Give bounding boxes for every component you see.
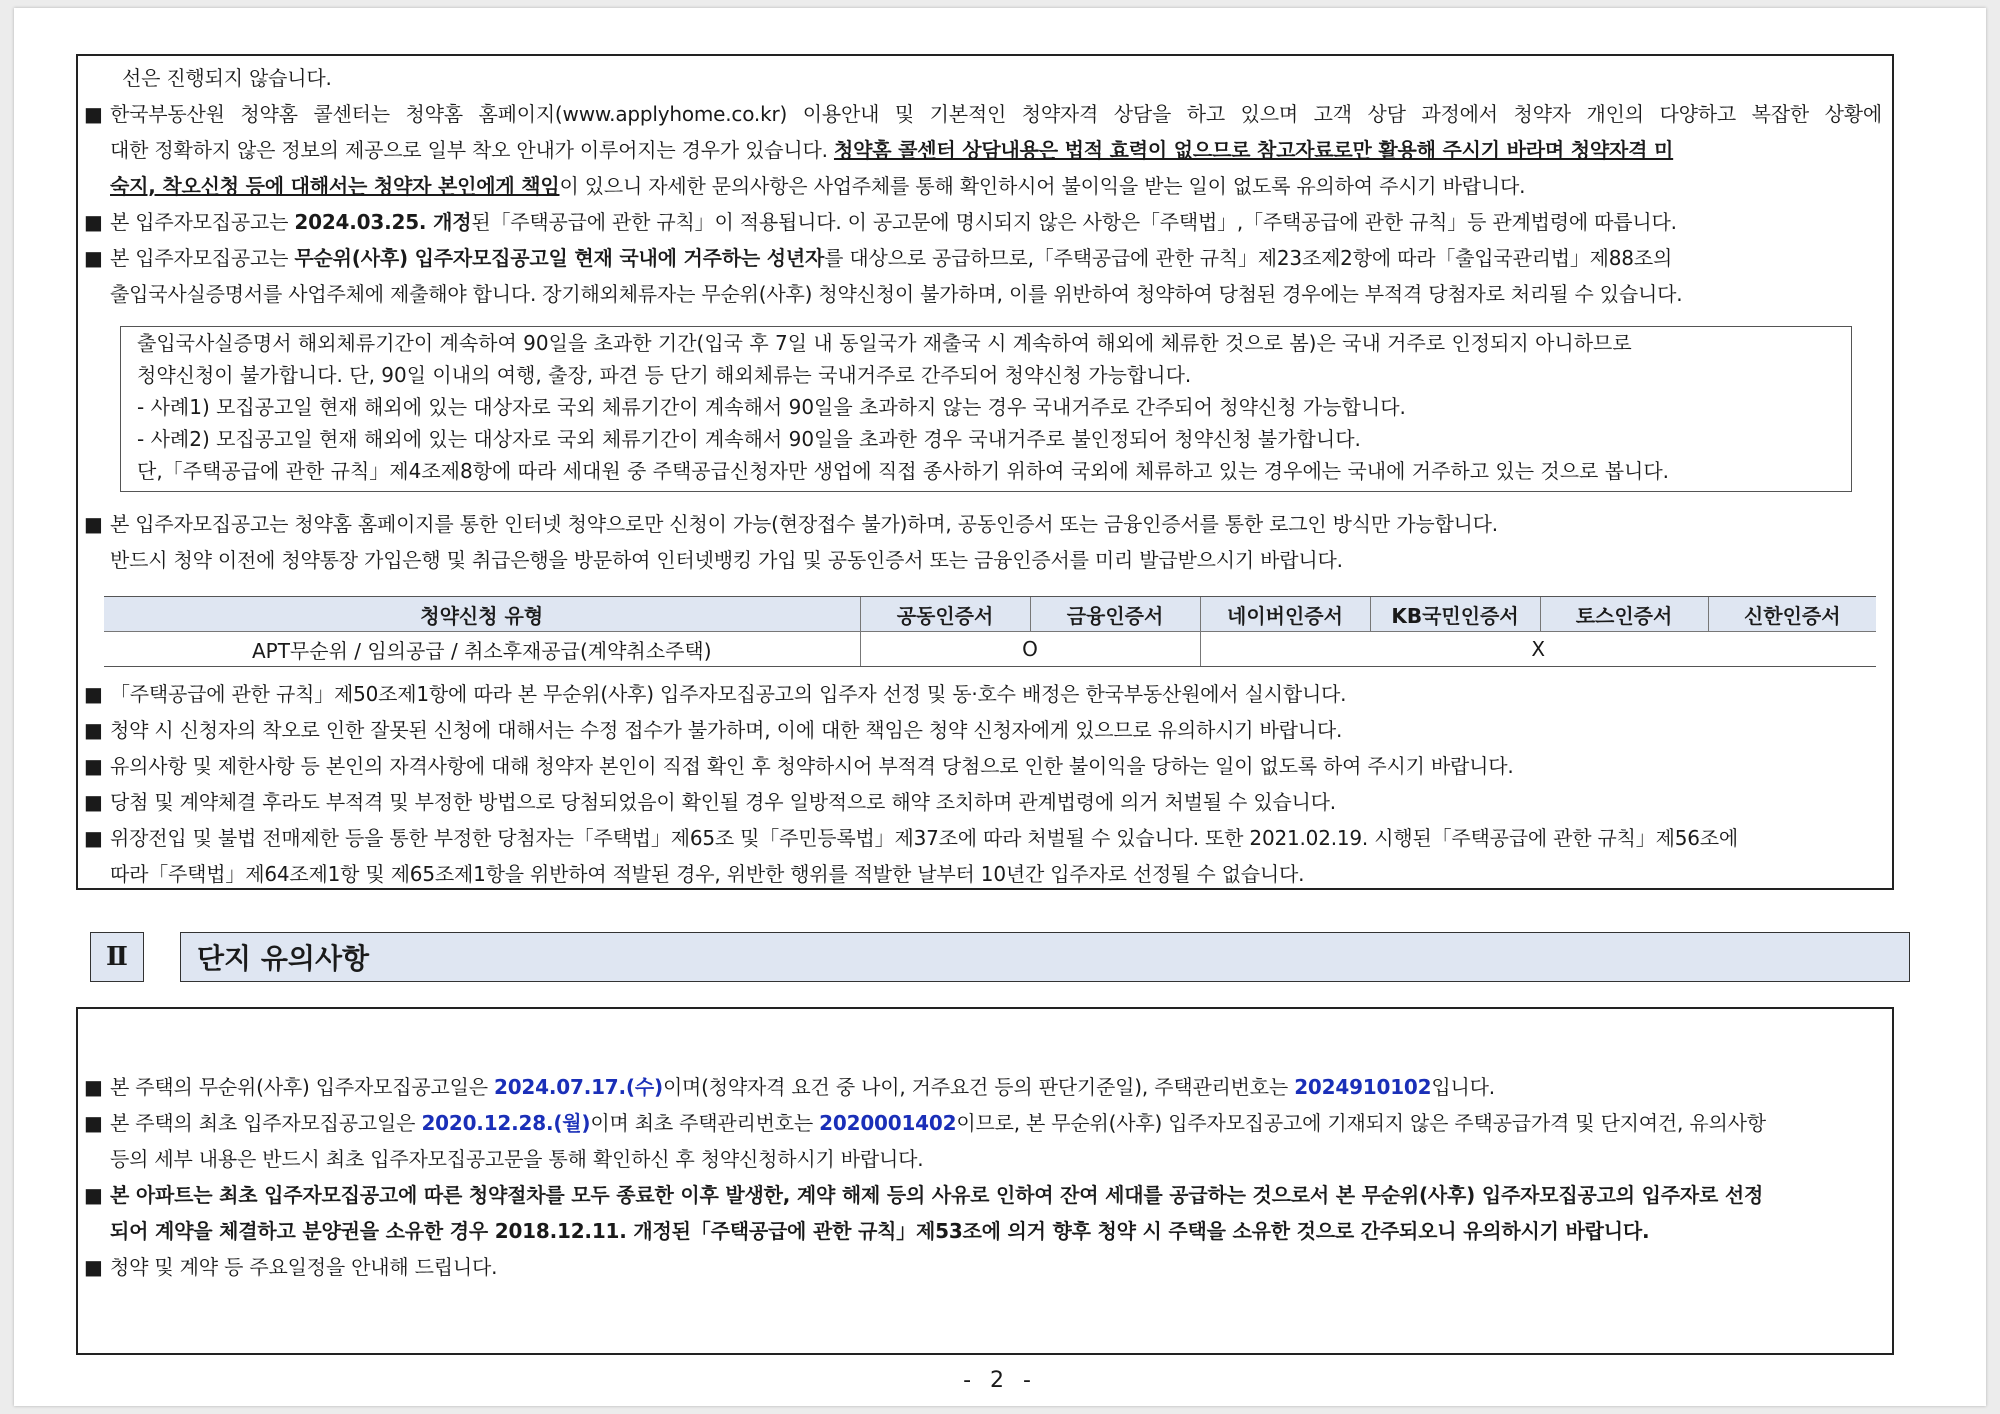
bullet-icon: ■ [84,790,103,814]
page-number: - 2 - [963,1368,1037,1393]
bullet-icon: ■ [84,1075,103,1099]
notice-emphasis: 되어 계약을 체결하고 분양권을 소유한 경우 2018.12.11. 개정된「주택공급에 관한 규칙」제53조에 의거 향후 청약 시 주택을 소유한 것으로 간주되오니 유의하시기 바랍니다. [110,1219,1650,1243]
housing-management-number: 2024910102 [1294,1075,1432,1099]
table-header: 신한인증서 [1708,597,1876,632]
bullet-icon: ■ [84,246,103,270]
announcement-date: 2024.07.17.(수) [494,1075,663,1099]
table-cell: APT무순위 / 임의공급 / 취소후재공급(계약취소주택) [104,632,860,667]
notice-text: 등의 세부 내용은 반드시 최초 입주자모집공고문을 통해 확인하신 후 청약신청하시기 바랍니다. [110,1147,924,1171]
section-title: 단지 유의사항 [180,932,1910,982]
notice-text-part: 된「주택공급에 관한 규칙」이 적용됩니다. 이 공고문에 명시되지 않은 사항은「주택법」,「주택공급에 관한 규칙」등 관계법령에 따릅니다. [471,210,1677,234]
notice-text: 당첨 및 계약체결 후라도 부적격 및 부정한 방법으로 당첨되었음이 확인될 경우 일방적으로 해약 조치하며 관계법령에 의거 처벌될 수 있습니다. [110,790,1336,814]
table-cell: O [860,632,1200,667]
initial-announcement-date: 2020.12.28.(월) [421,1111,591,1135]
notice-text-part: 이며 최초 주택관리번호는 [590,1111,820,1135]
notice-text-part: 본 주택의 무순위(사후) 입주자모집공고일은 [110,1075,494,1099]
notice-text: 반드시 청약 이전에 청약통장 가입은행 및 취급은행을 방문하여 인터넷뱅킹 가입 및 공동인증서 또는 금융인증서를 미리 발급받으시기 바랍니다. [110,548,1343,572]
table-header: 금융인증서 [1030,597,1200,632]
notice-text: 유의사항 및 제한사항 등 본인의 자격사항에 대해 청약자 본인이 직접 확인 후 청약하시어 부적격 당첨으로 인한 불이익을 당하는 일이 없도록 하여 주시기 바랍니다. [110,754,1514,778]
bullet-icon: ■ [84,718,103,742]
bullet-icon: ■ [84,102,103,126]
table-header: 네이버인증서 [1200,597,1370,632]
notice-text: 출입국사실증명서를 사업주체에 제출해야 합니다. 장기해외체류자는 무순위(사후) 청약신청이 불가하며, 이를 위반하여 청약하여 당첨된 경우에는 부적격 당첨자로 처리될 수 있습니다. [110,282,1683,306]
table-header: KB국민인증서 [1370,597,1540,632]
notice-text: 청약 시 신청자의 착오로 인한 잘못된 신청에 대해서는 수정 접수가 불가하며, 이에 대한 책임은 청약 신청자에게 있으므로 유의하시기 바랍니다. [110,718,1343,742]
notice-text-part: 본 입주자모집공고는 [110,210,295,234]
initial-management-number: 2020001402 [819,1111,957,1135]
table-row [104,632,1876,667]
table-header: 토스인증서 [1540,597,1708,632]
notice-text: 따라「주택법」제64조제1항 및 제65조제1항을 위반하여 적발된 경우, 위반한 행위를 적발한 날부터 10년간 입주자로 선정될 수 없습니다. [110,862,1305,886]
notice-text: 「주택공급에 관한 규칙」제50조제1항에 따라 본 무순위(사후) 입주자모집공고의 입주자 선정 및 동·호수 배정은 한국부동산원에서 실시합니다. [110,682,1347,706]
overseas-stay-note-box [120,326,1852,492]
table-cell: X [1200,632,1876,667]
notice-text [110,240,1882,276]
notice-text-part: 입니다. [1431,1075,1495,1099]
notice-text: 청약 및 계약 등 주요일정을 안내해 드립니다. [110,1255,498,1279]
notice-text-part: 대한 정확하지 않은 정보의 제공으로 일부 착오 안내가 이루어지는 경우가 있습니다. [110,138,834,162]
note-line: - 사례1) 모집공고일 현재 해외에 있는 대상자로 국외 체류기간이 계속해서 90일을 초과하지 않는 경우 국내거주로 간주되어 청약신청 가능합니다. [137,395,1406,419]
table-header: 공동인증서 [860,597,1030,632]
note-line: 단,「주택공급에 관한 규칙」제4조제8항에 따라 세대원 중 주택공급신청자만 생업에 직접 종사하기 위하여 국외에 체류하고 있는 경우에는 국내에 거주하고 있는 것으로 봅니다. [137,459,1670,483]
notice-text-part: 이 있으니 자세한 문의사항은 사업주체를 통해 확인하시어 불이익을 받는 일이 없도록 유의하여 주시기 바랍니다. [559,174,1526,198]
notice-text-part: 본 입주자모집공고는 [110,246,295,270]
certificate-table [104,596,1876,667]
bullet-icon: ■ [84,826,103,850]
note-line: 출입국사실증명서 해외체류기간이 계속하여 90일을 초과한 기간(입국 후 7일 내 동일국가 재출국 시 계속하여 해외에 체류한 것으로 봄)은 국내 거주로 인정되지 아니하므로 [137,331,1632,355]
notice-box-complex [76,1007,1894,1355]
bullet-icon: ■ [84,682,103,706]
notice-text [110,168,1882,204]
bullet-icon: ■ [84,1255,103,1279]
notice-text: 한국부동산원 청약홈 콜센터는 청약홈 홈페이지(www.applyhome.co.kr) 이용안내 및 기본적인 청약자격 상담을 하고 있으며 고객 상담 과정에서 청약자 개인의 다양하고 복잡한 상황에 [110,102,1882,126]
bullet-icon: ■ [84,210,103,234]
notice-text: 선은 진행되지 않습니다. [122,66,332,90]
table-header: 청약신청 유형 [104,597,860,632]
notice-box-general [76,54,1894,890]
notice-text [110,1069,1882,1105]
notice-text-part: 이며(청약자격 요건 중 나이, 거주요건 등의 판단기준일), 주택관리번호는 [662,1075,1295,1099]
notice-emphasis: 2024.03.25. 개정 [294,210,472,234]
notice-emphasis: 청약홈 콜센터 상담내용은 법적 효력이 없으므로 참고자료로만 활용해 주시기 바라며 청약자격 미 [833,138,1674,162]
notice-text [110,1105,1882,1141]
notice-emphasis: 숙지, 착오신청 등에 대해서는 청약자 본인에게 책임 [110,174,560,198]
note-line: 청약신청이 불가합니다. 단, 90일 이내의 여행, 출장, 파견 등 단기 해외체류는 국내거주로 간주되어 청약신청 가능합니다. [137,363,1192,387]
notice-text-part: 이므로, 본 무순위(사후) 입주자모집공고에 기재되지 않은 주택공급가격 및 단지여건, 유의사항 [956,1111,1766,1135]
notice-emphasis: 본 아파트는 최초 입주자모집공고에 따른 청약절차를 모두 종료한 이후 발생한, 계약 해제 등의 사유로 인하여 잔여 세대를 공급하는 것으로서 본 무순위(사후) 입주자모집공고의 입주자로 선정 [110,1183,1764,1207]
notice-text-part: 를 대상으로 공급하므로,「주택공급에 관한 규칙」제23조제2항에 따라「출입국관리법」제88조의 [824,246,1673,270]
notice-text [110,204,1882,240]
bullet-icon: ■ [84,1111,103,1135]
note-line: - 사례2) 모집공고일 현재 해외에 있는 대상자로 국외 체류기간이 계속해서 90일을 초과한 경우 국내거주로 불인정되어 청약신청 불가합니다. [137,427,1361,451]
notice-emphasis: 무순위(사후) 입주자모집공고일 현재 국내에 거주하는 성년자 [294,246,825,270]
notice-text: 위장전입 및 불법 전매제한 등을 통한 부정한 당첨자는「주택법」제65조 및「주민등록법」제37조에 따라 처벌될 수 있습니다. 또한 2021.02.19. 시행된「주택공급에 관한 규칙」제56조에 [110,826,1739,850]
notice-text-part: 본 주택의 최초 입주자모집공고일은 [110,1111,422,1135]
bullet-icon: ■ [84,1183,103,1207]
bullet-icon: ■ [84,754,103,778]
table-header-row [104,597,1876,632]
notice-text: 본 입주자모집공고는 청약홈 홈페이지를 통한 인터넷 청약으로만 신청이 가능(현장접수 불가)하며, 공동인증서 또는 금융인증서를 통한 로그인 방식만 가능합니다. [110,512,1498,536]
section-number: Ⅱ [90,932,144,982]
notice-text [110,132,1882,168]
bullet-icon: ■ [84,512,103,536]
